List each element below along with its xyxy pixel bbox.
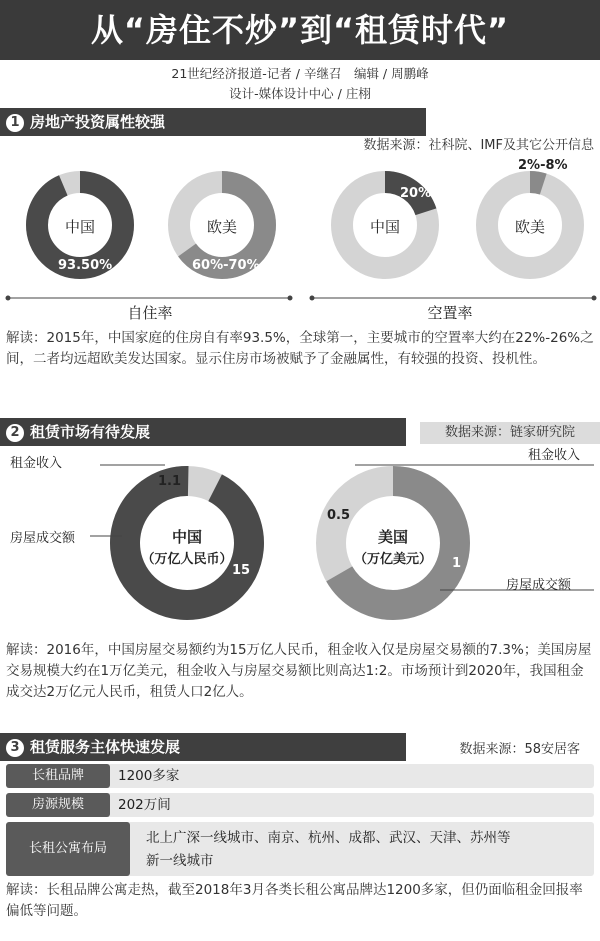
section3-header: [0, 733, 600, 761]
donut3-value: 20%: [400, 186, 432, 201]
row-supply-label: 房源规模: [6, 793, 110, 817]
row-layout-value2: 新一线城市: [146, 853, 214, 869]
section1-source: 数据来源：社科院、IMF及其它公开信息: [363, 138, 594, 153]
donut2-value: 60%-70%: [192, 258, 260, 273]
section3-source: 数据来源：58安居客: [459, 742, 580, 757]
section3-title-bar: [0, 733, 406, 761]
row-brand: [6, 764, 594, 788]
row-brand-label: 长租品牌: [6, 764, 110, 788]
page-title: 从“房住不炒”到“租赁时代”: [0, 0, 600, 60]
section1-note: 解读：2015年，中国家庭的住房自有率93.5%，全球第一，主要城市的空置率大约在22%-26%之间，二者均远超欧美发达国家。显示住房市场被赋予了金融属性，有较强的投资、投机性。: [6, 330, 594, 367]
section3-title: 租赁服务主体快速发展: [30, 738, 181, 756]
section2-source: 数据来源：链家研究院: [420, 422, 600, 444]
row-supply-value: 202万间: [118, 797, 171, 813]
byline-designer: 设计-媒体设计中心 / 庄栩: [229, 86, 371, 101]
row-supply: [6, 793, 594, 817]
donut4-value: 2%-8%: [518, 158, 568, 173]
section1-header: [0, 108, 600, 136]
section3-number: 3: [6, 739, 24, 757]
china-rent-label: 租金收入: [10, 456, 63, 471]
group-left-label: 自住率: [127, 304, 173, 322]
section2-title-bar: [0, 418, 406, 446]
usa-center-title: 美国: [377, 528, 408, 546]
usa-rent-value: 0.5: [327, 508, 351, 523]
row-layout-value1: 北上广深一线城市、南京、杭州、成都、武汉、天津、苏州等: [146, 830, 511, 846]
donut4-center: 欧美: [514, 218, 545, 236]
usa-trade-value: 1: [452, 556, 462, 571]
china-rent-value: 1.1: [158, 474, 182, 489]
row-layout: [6, 822, 594, 876]
china-center-title: 中国: [171, 528, 202, 546]
donut1-value: 93.50%: [58, 258, 113, 273]
section2-note: 解读：2016年，中国房屋交易额约为15万亿人民币，租金收入仅是房屋交易额的7.3%；美国房屋交易规模大约在1万亿美元，租金收入与房屋交易额比则高达1:2。市场预计到2020年，我国租金成交达2万亿元人民币，租赁人口2亿人。: [6, 642, 592, 700]
china-trade-label: 房屋成交额: [10, 531, 76, 546]
section3-note: 解读：长租品牌公寓走热，截至2018年3月各类长租公寓品牌达1200多家，但仍面临租金回报率偏低等问题。: [6, 882, 583, 919]
section1-title-bar: [0, 108, 426, 136]
row-layout-label: 长租公寓布局: [6, 822, 130, 876]
byline-reporter: 21世纪经济报道-记者 / 辛继召 编辑 / 周鹏峰: [171, 66, 429, 81]
usa-rent-label: 租金收入: [528, 448, 581, 463]
group-right-label: 空置率: [427, 304, 473, 322]
usa-trade-label: 房屋成交额: [506, 578, 572, 593]
section2-number: 2: [6, 424, 24, 442]
section1-title: 房地产投资属性较强: [30, 113, 166, 131]
section2-title: 租赁市场有待发展: [30, 423, 151, 441]
donut1-center: 中国: [64, 218, 95, 236]
section2-header: [0, 418, 600, 446]
china-trade-value: 15: [232, 563, 251, 578]
donut3-center: 中国: [369, 218, 400, 236]
section2-donuts: [0, 448, 600, 636]
donut2-center: 欧美: [206, 218, 237, 236]
china-center-unit: （万亿人民币）: [141, 552, 233, 567]
usa-center-unit: （万亿美元）: [353, 552, 432, 567]
row-brand-value: 1200多家: [118, 768, 180, 784]
section1-donuts: [0, 150, 600, 325]
section1-number: 1: [6, 114, 24, 132]
